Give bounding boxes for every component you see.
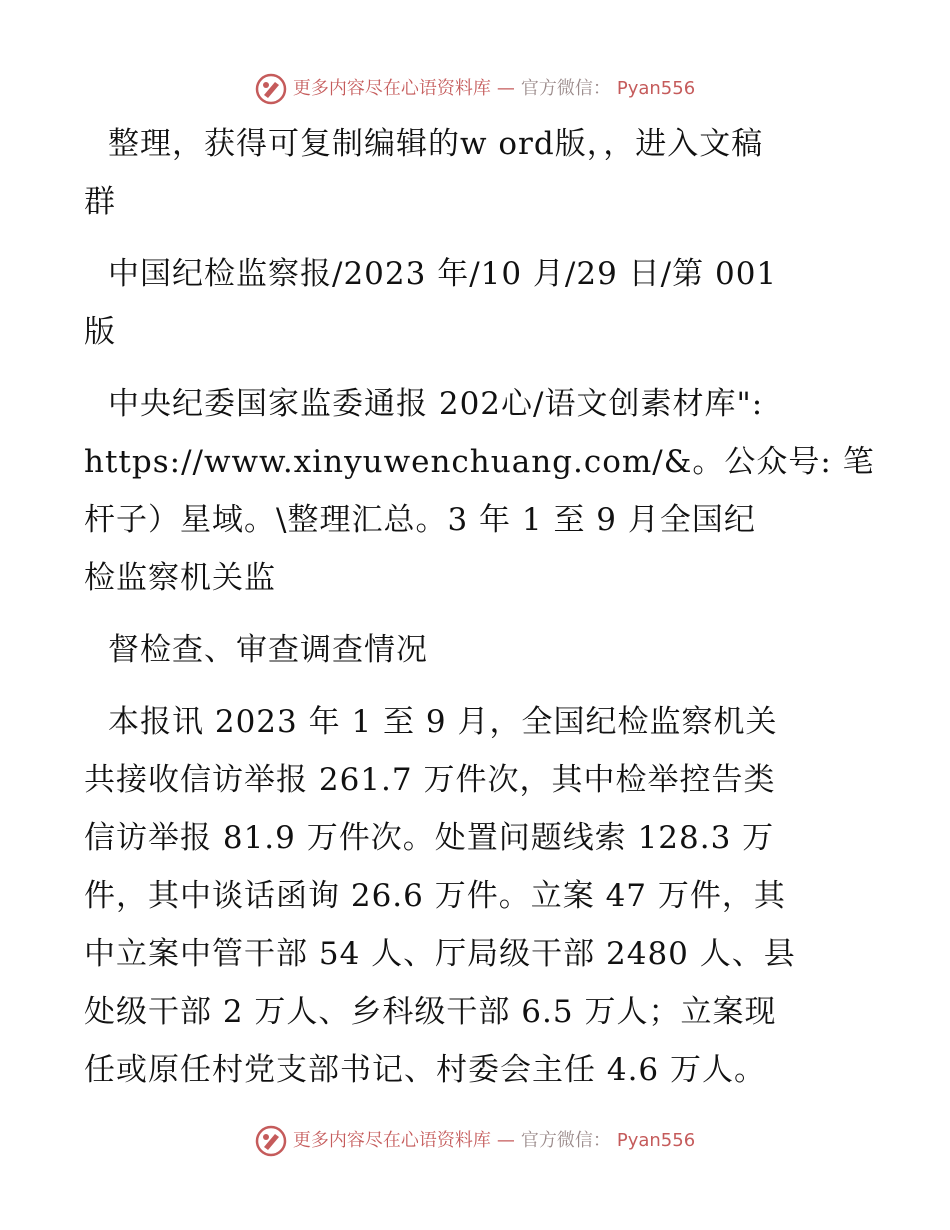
document-body	[84, 115, 875, 1113]
text-line: 群	[84, 184, 116, 220]
paragraph-headline	[84, 375, 875, 607]
paragraph-intro	[84, 115, 856, 231]
banner-dash: —	[496, 1130, 515, 1151]
banner-official-label: 官方微信：	[520, 78, 611, 99]
text-line: 中央纪委国家监委通报 202心/语文创素材库":	[108, 386, 764, 422]
text-line: 任或原任村党支部书记、村委会主任 4.6 万人。	[84, 1052, 767, 1088]
text-line: 中立案中管干部 54 人、厅局级干部 2480 人、县	[84, 936, 796, 972]
banner-site-text: 更多内容尽在心语资料库	[292, 1130, 491, 1151]
text-line: 督检查、审查调查情况	[108, 632, 428, 668]
text-line: 整理，获得可复制编辑的w ord版，，进入文稿	[108, 126, 764, 162]
text-line: https://www.xinyuwenchuang.com/&。公众号: 笔	[84, 444, 875, 480]
text-line: 信访举报 81.9 万件次。处置问题线索 128.3 万	[84, 820, 775, 856]
banner-official-label: 官方微信：	[520, 1130, 611, 1151]
banner-wechat-handle: Pyan556	[616, 78, 696, 99]
text-line: 处级干部 2 万人、乡科级干部 6.5 万人；立案现	[84, 994, 777, 1030]
banner-dash: —	[496, 78, 515, 99]
text-line: 中国纪检监察报/2023 年/10 月/29 日/第 001	[108, 256, 778, 292]
text-line: 杆子）星域。\整理汇总。3 年 1 至 9 月全国纪	[84, 502, 756, 538]
header-watermark-banner	[0, 73, 950, 105]
footer-watermark-banner	[0, 1125, 950, 1157]
text-line: 版	[84, 314, 116, 350]
text-line: 共接收信访举报 261.7 万件次，其中检举控告类	[84, 762, 776, 798]
paragraph-source	[84, 245, 856, 361]
paragraph-report	[84, 693, 856, 1099]
brand-logo-icon	[255, 73, 287, 105]
banner-wechat-handle: Pyan556	[616, 1130, 696, 1151]
text-line: 件，其中谈话函询 26.6 万件。立案 47 万件，其	[84, 878, 786, 914]
brand-logo-icon	[255, 1125, 287, 1157]
text-line: 本报讯 2023 年 1 至 9 月，全国纪检监察机关	[108, 704, 778, 740]
paragraph-subheadline	[96, 621, 856, 679]
banner-site-text: 更多内容尽在心语资料库	[292, 78, 491, 99]
text-line: 检监察机关监	[84, 560, 276, 596]
